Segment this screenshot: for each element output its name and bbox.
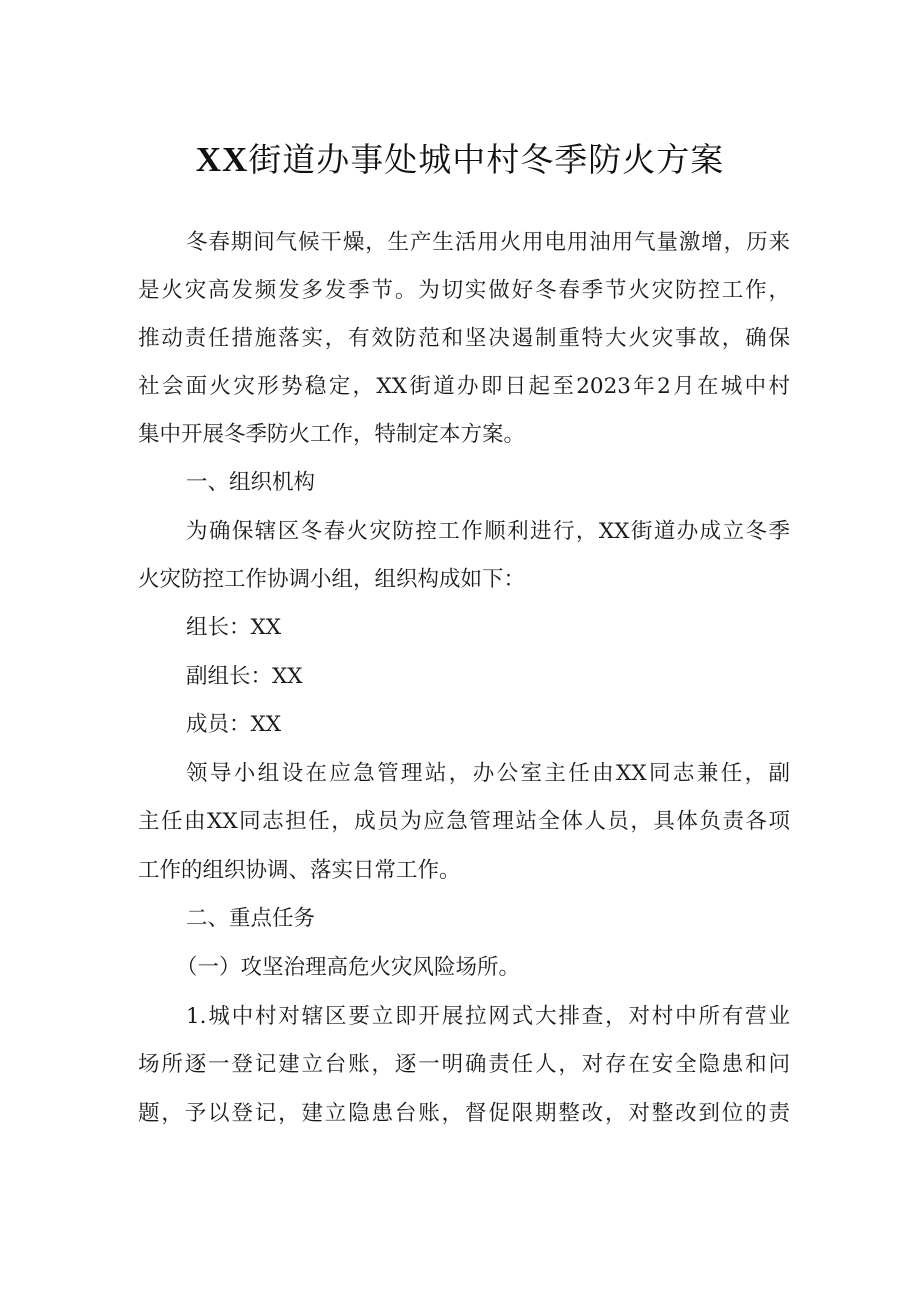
title-text: 街道办事处城中村冬季防火方案 bbox=[248, 140, 725, 179]
paragraph-line: 工作的组织协调、落实日常工作。 bbox=[138, 858, 461, 883]
paragraph-line: 场所逐一登记建立台账，逐一明确责任人，对存在安全隐患和问 bbox=[138, 1052, 790, 1077]
paragraph-line: 主任由XX同志担任，成员为应急管理站全体人员，具体负责各项 bbox=[138, 809, 790, 834]
leader-line: 组长：XX bbox=[186, 615, 282, 640]
section-heading: 一、组织机构 bbox=[186, 470, 316, 495]
section-heading: 二、重点任务 bbox=[186, 906, 316, 931]
paragraph-line: 为确保辖区冬春火灾防控工作顺利进行，XX街道办成立冬季 bbox=[186, 519, 790, 544]
members-line: 成员：XX bbox=[186, 712, 282, 737]
paragraph-line: 题，予以登记，建立隐患台账，督促限期整改，对整改到位的责 bbox=[138, 1101, 790, 1126]
paragraph-line: 领导小组设在应急管理站，办公室主任由XX同志兼任，副 bbox=[186, 761, 790, 786]
paragraph-line: 冬春期间气候干燥，生产生活用火用电用油用气量激增，历来 bbox=[186, 230, 790, 255]
paragraph-line: 推动责任措施落实，有效防范和坚决遏制重特大火灾事故，确保 bbox=[138, 326, 790, 351]
subsection-heading: （一）攻坚治理高危火灾风险场所。 bbox=[176, 955, 521, 980]
paragraph-line: 火灾防控工作协调小组，组织构成如下： bbox=[138, 567, 526, 592]
paragraph-line: 社会面火灾形势稳定，XX街道办即日起至2023年2月在城中村 bbox=[138, 374, 790, 399]
paragraph-line: 集中开展冬季防火工作，特制定本方案。 bbox=[138, 422, 526, 447]
document-title bbox=[0, 136, 920, 184]
title-prefix: XX bbox=[195, 140, 249, 179]
paragraph-line: 是火灾高发频发多发季节。为切实做好冬春季节火灾防控工作， bbox=[138, 278, 790, 303]
paragraph-line: 1.城中村对辖区要立即开展拉网式大排查，对村中所有营业 bbox=[186, 1004, 790, 1029]
deputy-leader-line: 副组长：XX bbox=[186, 664, 303, 689]
